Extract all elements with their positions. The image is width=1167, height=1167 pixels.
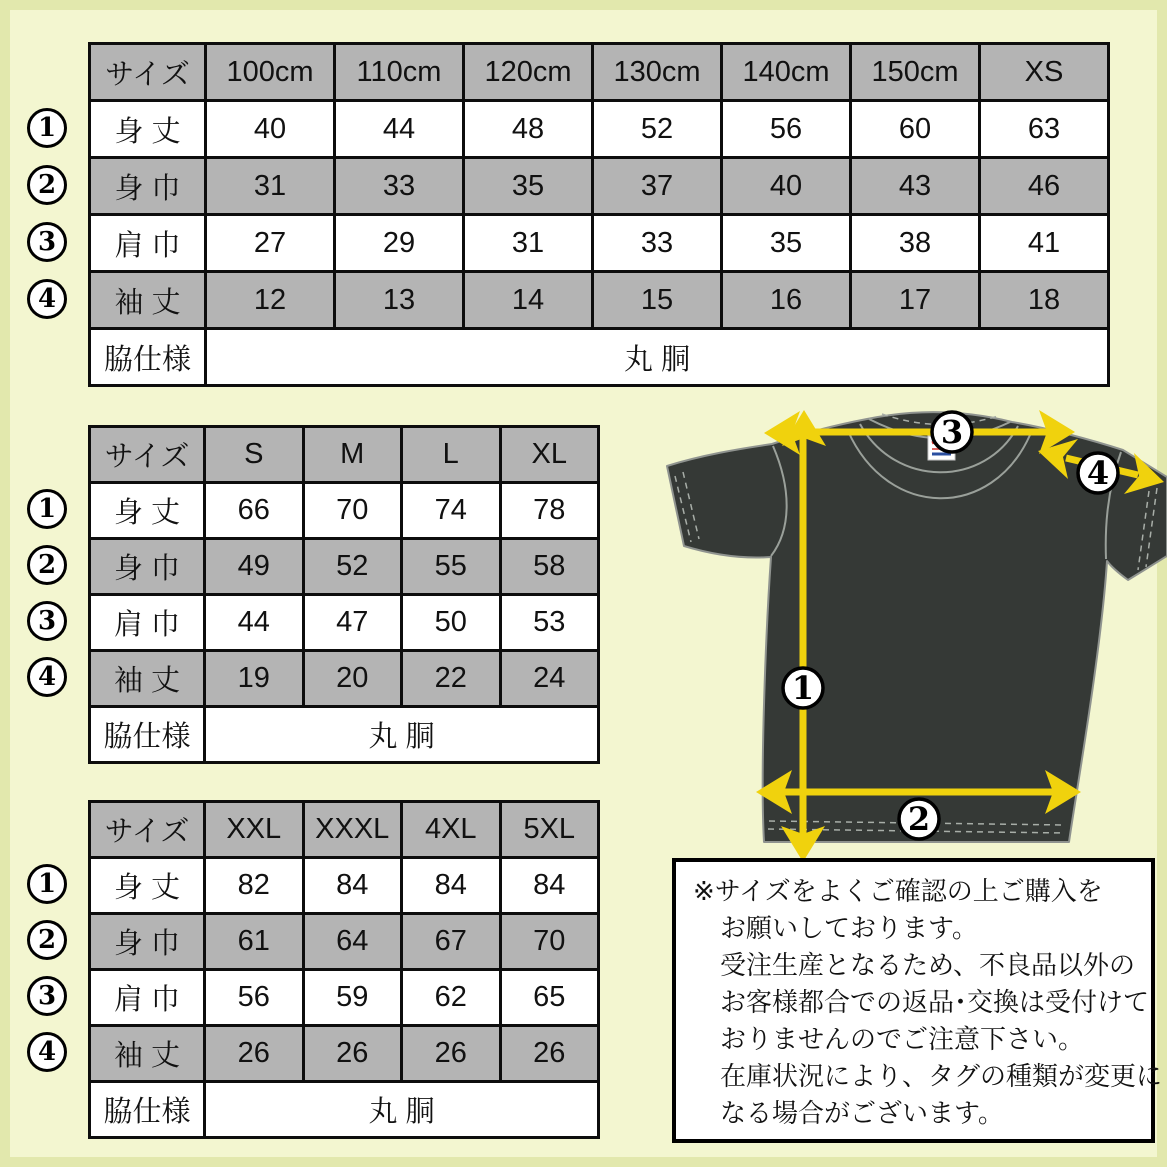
measure-value: 46: [980, 158, 1109, 215]
measurement-row: [90, 539, 599, 595]
measure-value: 17: [851, 272, 980, 329]
measure-label: 袖 丈: [90, 272, 206, 329]
measure-value: 14: [464, 272, 593, 329]
measure-value: 84: [303, 858, 402, 914]
circled-number: 4: [27, 1032, 67, 1072]
measure-value: 22: [402, 651, 501, 707]
measure-value: 16: [722, 272, 851, 329]
marker-body-length: [783, 668, 823, 708]
measure-value: 56: [722, 101, 851, 158]
measure-value: 58: [500, 539, 599, 595]
measure-value: 37: [593, 158, 722, 215]
marker-shoulder-width: [932, 412, 972, 452]
size-column-header: 4XL: [402, 802, 501, 858]
measure-value: 84: [500, 858, 599, 914]
measure-value: 70: [303, 483, 402, 539]
measure-label: 袖 丈: [90, 1026, 205, 1082]
measurement-row: [90, 970, 599, 1026]
side-spec-row: [90, 329, 1109, 386]
note-line: お願いしております。: [720, 913, 978, 943]
side-spec-value: 丸 胴: [205, 707, 599, 763]
measure-value: 49: [205, 539, 304, 595]
measure-label: 身 巾: [90, 539, 205, 595]
measure-value: 44: [205, 595, 304, 651]
size-column-header: 100cm: [206, 44, 335, 101]
circled-number: 1: [27, 489, 67, 529]
svg-text:3: 3: [940, 413, 964, 451]
measure-value: 43: [851, 158, 980, 215]
measure-value: 13: [335, 272, 464, 329]
circled-number: 1: [27, 864, 67, 904]
side-spec-label: 脇仕様: [90, 707, 205, 763]
purchase-notice-box: [672, 858, 1163, 1143]
measure-value: 78: [500, 483, 599, 539]
circled-number: 2: [27, 545, 67, 585]
size-corner-header: サイズ: [90, 44, 206, 101]
circled-number: 3: [27, 222, 67, 262]
size-column-header: XS: [980, 44, 1109, 101]
size-column-header: 5XL: [500, 802, 599, 858]
measurement-row: [90, 858, 599, 914]
marker-body-width: [899, 799, 939, 839]
measure-value: 64: [303, 914, 402, 970]
measure-label: 袖 丈: [90, 651, 205, 707]
measurement-row: [90, 651, 599, 707]
note-line: 受注生産となるため、不良品以外の: [720, 950, 1135, 980]
measure-value: 26: [303, 1026, 402, 1082]
size-column-header: S: [205, 427, 304, 483]
measure-value: 41: [980, 215, 1109, 272]
size-corner-header: サイズ: [90, 802, 205, 858]
measure-value: 50: [402, 595, 501, 651]
measure-label: 身 丈: [90, 858, 205, 914]
measure-value: 38: [851, 215, 980, 272]
measurement-row: [90, 1026, 599, 1082]
measure-value: 27: [206, 215, 335, 272]
side-spec-value: 丸 胴: [206, 329, 1109, 386]
svg-text:4: 4: [1086, 454, 1110, 492]
row-markers-big: [27, 856, 67, 1080]
measure-value: 15: [593, 272, 722, 329]
measure-label: 身 丈: [90, 101, 206, 158]
size-column-header: 110cm: [335, 44, 464, 101]
measure-value: 70: [500, 914, 599, 970]
svg-text:1: 1: [791, 669, 815, 707]
side-spec-label: 脇仕様: [90, 329, 206, 386]
size-column-header: L: [402, 427, 501, 483]
size-column-header: 130cm: [593, 44, 722, 101]
measure-value: 61: [205, 914, 304, 970]
size-column-header: 120cm: [464, 44, 593, 101]
size-table-kids: [88, 42, 1110, 387]
measure-value: 84: [402, 858, 501, 914]
measure-value: 26: [500, 1026, 599, 1082]
row-markers-kids: [27, 99, 67, 327]
measurement-row: [90, 595, 599, 651]
measure-value: 59: [303, 970, 402, 1026]
measure-value: 55: [402, 539, 501, 595]
tshirt-measurement-diagram: [660, 398, 1167, 864]
measure-value: 44: [335, 101, 464, 158]
measure-value: 62: [402, 970, 501, 1026]
measure-value: 26: [402, 1026, 501, 1082]
size-column-header: M: [303, 427, 402, 483]
measure-label: 身 丈: [90, 483, 205, 539]
note-line: ※サイズをよくご確認の上ご購入を: [693, 876, 1103, 906]
size-table-adult: [88, 425, 600, 764]
size-table-big: [88, 800, 600, 1139]
measure-value: 18: [980, 272, 1109, 329]
measure-value: 74: [402, 483, 501, 539]
size-column-header: XL: [500, 427, 599, 483]
measure-value: 56: [205, 970, 304, 1026]
circled-number: 1: [27, 108, 67, 148]
measure-value: 35: [722, 215, 851, 272]
measure-value: 24: [500, 651, 599, 707]
size-column-header: XXL: [205, 802, 304, 858]
circled-number: 2: [27, 920, 67, 960]
note-line: なる場合がございます。: [720, 1098, 1004, 1128]
measure-value: 31: [464, 215, 593, 272]
measure-value: 52: [593, 101, 722, 158]
measure-value: 20: [303, 651, 402, 707]
size-corner-header: サイズ: [90, 427, 205, 483]
svg-text:2: 2: [907, 800, 931, 838]
measure-value: 12: [206, 272, 335, 329]
measurement-row: [90, 158, 1109, 215]
measure-label: 肩 巾: [90, 970, 205, 1026]
measure-value: 40: [722, 158, 851, 215]
size-column-header: 150cm: [851, 44, 980, 101]
measure-value: 67: [402, 914, 501, 970]
measure-label: 身 巾: [90, 914, 205, 970]
note-line: お客様都合での返品･交換は受付けて: [720, 987, 1150, 1017]
side-spec-row: [90, 707, 599, 763]
measure-value: 65: [500, 970, 599, 1026]
measurement-row: [90, 483, 599, 539]
measure-value: 63: [980, 101, 1109, 158]
measure-value: 26: [205, 1026, 304, 1082]
measure-value: 40: [206, 101, 335, 158]
measure-value: 29: [335, 215, 464, 272]
measure-value: 35: [464, 158, 593, 215]
measure-value: 60: [851, 101, 980, 158]
circled-number: 4: [27, 657, 67, 697]
measure-value: 19: [205, 651, 304, 707]
measure-value: 33: [335, 158, 464, 215]
note-line: 在庫状況により、タグの種類が変更に: [720, 1061, 1163, 1091]
measure-label: 身 巾: [90, 158, 206, 215]
side-spec-row: [90, 1082, 599, 1138]
measure-label: 肩 巾: [90, 215, 206, 272]
marker-sleeve-length: [1078, 453, 1118, 493]
side-spec-label: 脇仕様: [90, 1082, 205, 1138]
note-line: おりませんのでご注意下さい。: [720, 1024, 1085, 1054]
measure-value: 53: [500, 595, 599, 651]
size-column-header: XXXL: [303, 802, 402, 858]
row-markers-adult: [27, 481, 67, 705]
measurement-row: [90, 914, 599, 970]
measure-value: 33: [593, 215, 722, 272]
measure-value: 66: [205, 483, 304, 539]
circled-number: 4: [27, 279, 67, 319]
measure-value: 52: [303, 539, 402, 595]
side-spec-value: 丸 胴: [205, 1082, 599, 1138]
measure-value: 31: [206, 158, 335, 215]
measurement-row: [90, 272, 1109, 329]
measure-value: 82: [205, 858, 304, 914]
circled-number: 3: [27, 976, 67, 1016]
circled-number: 2: [27, 165, 67, 205]
circled-number: 3: [27, 601, 67, 641]
size-column-header: 140cm: [722, 44, 851, 101]
measure-label: 肩 巾: [90, 595, 205, 651]
measurement-row: [90, 101, 1109, 158]
measure-value: 47: [303, 595, 402, 651]
measurement-row: [90, 215, 1109, 272]
measure-value: 48: [464, 101, 593, 158]
